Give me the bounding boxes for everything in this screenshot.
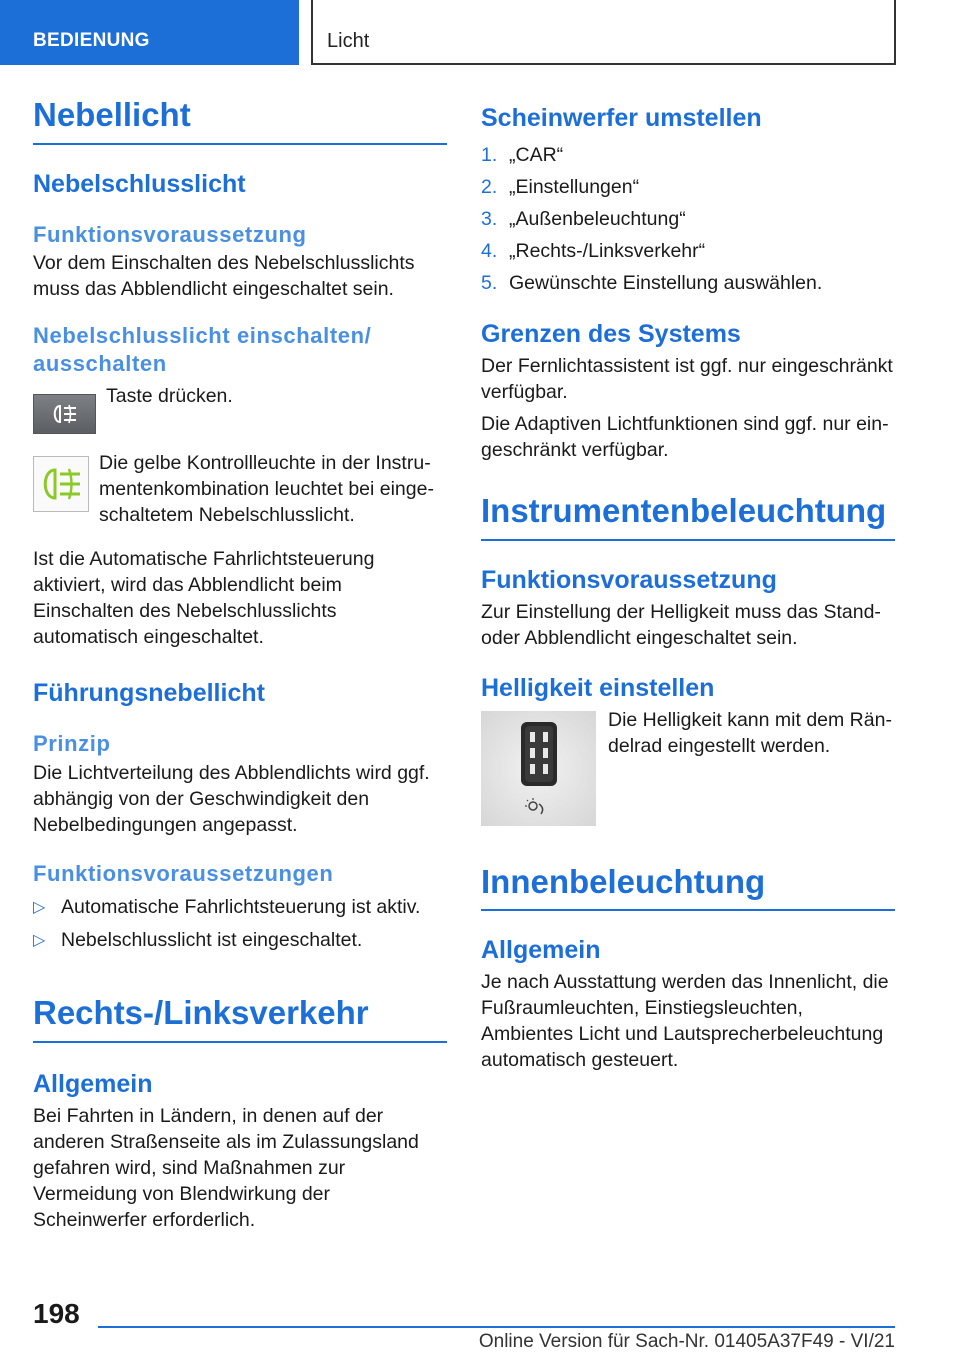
heading-funktionsvoraussetzungen: Funktionsvoraussetzungen	[33, 860, 334, 886]
chapter-tab: Licht	[311, 0, 896, 65]
heading-funktionsvoraussetzung: Funktionsvoraussetzung	[33, 221, 307, 247]
right-column	[481, 103, 895, 1073]
list-item: ▷ Nebelschlusslicht ist eingeschaltet.	[33, 924, 447, 957]
text-helligkeit: Die Helligkeit kann mit dem Rändelrad eingestellt werden.	[608, 708, 892, 757]
heading-prinzip: Prinzip	[33, 731, 111, 757]
steps-list	[481, 139, 895, 299]
list-item: 1. „CAR“	[481, 144, 564, 166]
footer-divider	[98, 1326, 895, 1328]
list-item: ▷ Automatische Fahrlichtsteuerung ist aktiv.	[33, 891, 447, 924]
heading-allgemein-ib: Allgemein	[481, 936, 601, 965]
heading-nebellicht: Nebellicht	[33, 95, 447, 145]
heading-scheinwerfer-umstellen: Scheinwerfer umstellen	[481, 104, 762, 132]
heading-grenzen: Grenzen des Systems	[481, 320, 741, 348]
section-tab: BEDIENUNG	[0, 0, 299, 65]
footer-version: Online Version für Sach-Nr. 01405A37F49 - VI/21	[478, 1331, 895, 1352]
text-automatik: Ist die Automatische Fahrlichtsteuerung aktiviert, wird das Abblendlicht beim Einschalten des Nebelschlusslichts automatisch eingeschaltet.	[33, 548, 375, 649]
heading-funktionsvoraussetzung-ib: Funktionsvoraussetzung	[481, 565, 777, 594]
text-prinzip: Die Lichtverteilung des Abblendlichts wird ggf. abhängig von der Geschwindigkeit den Nebelbedingungen angepasst.	[33, 761, 430, 836]
list-item: 5. Gewünschte Einstellung auswählen.	[481, 272, 823, 294]
text-funktionsvoraussetzung-ib: Zur Einstellung der Helligkeit muss das Stand- oder Abblendlicht eingeschaltet sein.	[481, 600, 881, 649]
voraus-list	[33, 891, 447, 957]
triangle-bullet-icon: ▷	[33, 899, 46, 917]
heading-fuehrungsnebellicht: Führungsnebellicht	[33, 679, 265, 708]
text-taste: Taste drücken.	[106, 385, 233, 408]
left-column	[33, 95, 447, 1233]
heading-instrumentenbeleuchtung: Instrumentenbeleuchtung	[481, 491, 895, 541]
dimmer-wheel-icon	[481, 711, 596, 826]
heading-helligkeit: Helligkeit einstellen	[481, 673, 715, 702]
heading-innenbeleuchtung: Innenbeleuchtung	[481, 862, 895, 912]
text-allgemein-ib: Je nach Ausstattung werden das Innenlicht, die Fußraumleuchten, Einstiegsleuchten, Ambientes Licht und Lautsprecherbeleuchtung automatisch gesteuert.	[481, 971, 889, 1072]
heading-allgemein-rl: Allgemein	[33, 1069, 153, 1098]
triangle-bullet-icon: ▷	[33, 932, 46, 950]
text-kontrollleuchte: Die gelbe Kontrollleuchte in der Instrumentenkombination leuchtet bei eingeschaltetem Nebelschlusslicht.	[99, 452, 434, 527]
text-grenzen-1: Der Fernlichtassistent ist ggf. nur eingeschränkt verfügbar.	[481, 355, 893, 403]
page-number: 198	[33, 1298, 80, 1329]
list-item: 4. „Rechts-/Linksverkehr“	[481, 240, 706, 262]
text-grenzen-2: Die Adaptiven Lichtfunktionen sind ggf. nur eingeschränkt verfügbar.	[481, 413, 889, 461]
heading-nebelschlusslicht: Nebelschlusslicht	[33, 169, 246, 198]
indicator-row	[33, 450, 447, 528]
text-allgemein-rl: Bei Fahrten in Ländern, in denen auf der anderen Straßenseite als im Zulassungsland gefahren wird, sind Maßnahmen zur Vermeidung von Blendwirkung der Scheinwerfer erforderlich.	[33, 1104, 419, 1231]
list-item: 3. „Außenbeleuchtung“	[481, 208, 686, 230]
heading-einschalten: Nebelschlusslicht einschalten/ ausschalten	[33, 323, 372, 376]
heading-rechts-links: Rechts-/Linksverkehr	[33, 993, 447, 1043]
list-item: 2. „Einstellungen“	[481, 176, 640, 198]
fog-light-indicator-icon	[33, 456, 89, 512]
button-row	[33, 385, 447, 434]
fog-light-button-icon	[33, 394, 96, 434]
dimmer-row	[481, 708, 895, 826]
text-funktionsvoraussetzung: Vor dem Einschalten des Nebelschlusslichts muss das Abblendlicht eingeschaltet sein.	[33, 252, 415, 301]
